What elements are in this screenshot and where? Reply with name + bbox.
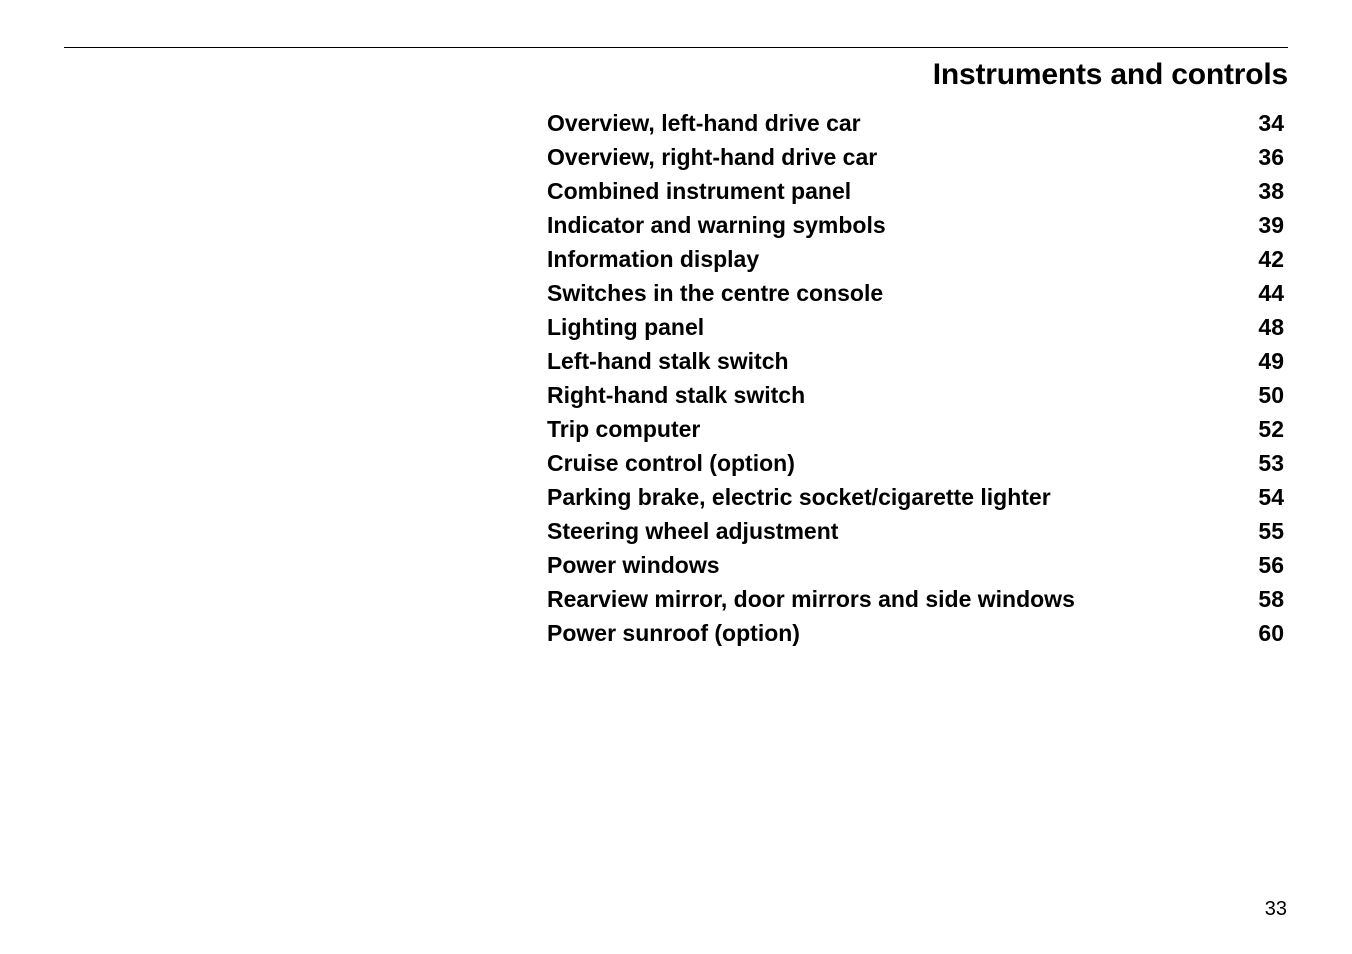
toc-entry-title: Power windows — [547, 552, 720, 579]
page-number: 33 — [1264, 898, 1287, 920]
toc-entry[interactable] — [547, 583, 1284, 617]
toc-entry[interactable] — [547, 413, 1284, 447]
section-title: Instruments and controls — [932, 58, 1288, 91]
toc-entry-page: 49 — [1258, 347, 1284, 374]
toc-entry[interactable] — [547, 481, 1284, 515]
toc-entry[interactable] — [547, 515, 1284, 549]
toc-entry[interactable] — [547, 174, 1284, 208]
toc-entry-page: 54 — [1258, 484, 1284, 511]
toc-entry-page: 39 — [1258, 211, 1284, 238]
toc-entry[interactable] — [547, 140, 1284, 174]
toc-entry-title: Cruise control (option) — [547, 450, 795, 477]
toc-entry-title: Lighting panel — [547, 313, 705, 340]
toc-entry[interactable] — [547, 106, 1284, 140]
toc-entry-page: 55 — [1258, 518, 1284, 545]
toc-entry-page: 38 — [1258, 177, 1284, 204]
toc-entry-page: 34 — [1258, 109, 1284, 136]
toc-entry-page: 58 — [1258, 586, 1284, 613]
toc-entry[interactable] — [547, 242, 1284, 276]
header-rule — [64, 47, 1288, 48]
toc-entry-page: 36 — [1258, 143, 1284, 170]
toc-entry-title: Indicator and warning symbols — [547, 211, 886, 238]
toc-entry[interactable] — [547, 617, 1284, 651]
toc-entry-title: Overview, right-hand drive car — [547, 143, 878, 170]
toc-entry[interactable] — [547, 344, 1284, 378]
toc-entry-page: 44 — [1258, 279, 1284, 306]
toc-entry-title: Trip computer — [547, 416, 701, 443]
toc-entry-title: Combined instrument panel — [547, 177, 852, 204]
toc-entry-page: 48 — [1258, 313, 1284, 340]
toc-entry[interactable] — [547, 276, 1284, 310]
toc-entry[interactable] — [547, 549, 1284, 583]
toc-entry[interactable] — [547, 447, 1284, 481]
toc-entry-page: 42 — [1258, 245, 1284, 272]
toc-entry-title: Switches in the centre console — [547, 279, 884, 306]
toc-entry[interactable] — [547, 379, 1284, 413]
toc-entry[interactable] — [547, 208, 1284, 242]
toc-entry-page: 53 — [1258, 450, 1284, 477]
toc-entry-page: 60 — [1258, 620, 1284, 647]
toc-entry-title: Overview, left-hand drive car — [547, 109, 861, 136]
table-of-contents — [547, 106, 1284, 651]
toc-entry-title: Steering wheel adjustment — [547, 518, 839, 545]
toc-entry-title: Left-hand stalk switch — [547, 347, 789, 374]
toc-entry[interactable] — [547, 310, 1284, 344]
toc-entry-title: Information display — [547, 245, 760, 272]
toc-entry-page: 52 — [1258, 416, 1284, 443]
toc-entry-title: Power sunroof (option) — [547, 620, 800, 647]
toc-entry-title: Parking brake, electric socket/cigarette lighter — [547, 484, 1051, 511]
toc-entry-page: 56 — [1258, 552, 1284, 579]
toc-entry-title: Rearview mirror, door mirrors and side windows — [547, 586, 1075, 613]
toc-entry-title: Right-hand stalk switch — [547, 382, 806, 409]
toc-entry-page: 50 — [1258, 382, 1284, 409]
